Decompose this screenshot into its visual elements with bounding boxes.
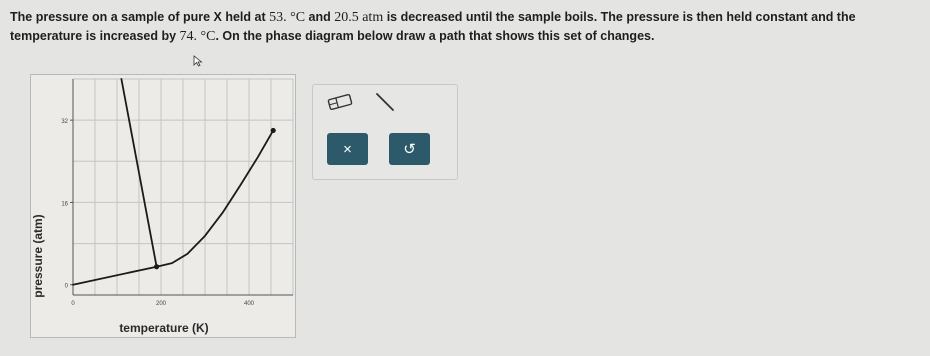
x-tick-label: 400 — [243, 301, 255, 307]
drawing-tools-panel — [312, 84, 458, 180]
y-tick-label: 16 — [61, 201, 68, 208]
question-part: . On the phase diagram below draw a path that shows this set of changes. — [215, 29, 655, 43]
x-tick-label: 0 — [71, 301, 75, 307]
initial-pressure: 20.5 atm — [334, 10, 384, 25]
critical-point — [271, 128, 276, 133]
x-axis-label: temperature (K) — [119, 321, 209, 335]
initial-temperature: 53. °C — [269, 10, 306, 25]
question-text — [10, 8, 920, 46]
phase-boundary-line — [157, 130, 274, 266]
triple-point — [154, 264, 159, 269]
question-part: The pressure on a sample of pure X held at — [10, 10, 270, 24]
y-tick-label: 32 — [61, 119, 68, 126]
x-tick-label: 200 — [155, 301, 167, 307]
undo-button[interactable]: ↺ — [389, 133, 430, 165]
phase-diagram-canvas[interactable] — [30, 74, 296, 338]
temperature-increase: 74. °C — [179, 29, 216, 44]
eraser-icon[interactable] — [325, 93, 355, 111]
mouse-cursor-icon — [193, 55, 203, 67]
question-part: and — [305, 10, 335, 24]
phase-boundary-line — [73, 267, 157, 285]
clear-button[interactable]: × — [327, 133, 368, 165]
phase-diagram-chart[interactable] — [31, 75, 297, 339]
y-tick-label: 0 — [64, 283, 68, 290]
line-tool-icon[interactable] — [373, 91, 397, 113]
question-part: is decreased until the sample boils. The pressure is then held constant and the temperature is increased by — [10, 10, 856, 43]
y-axis-label: pressure (atm) — [31, 214, 45, 298]
